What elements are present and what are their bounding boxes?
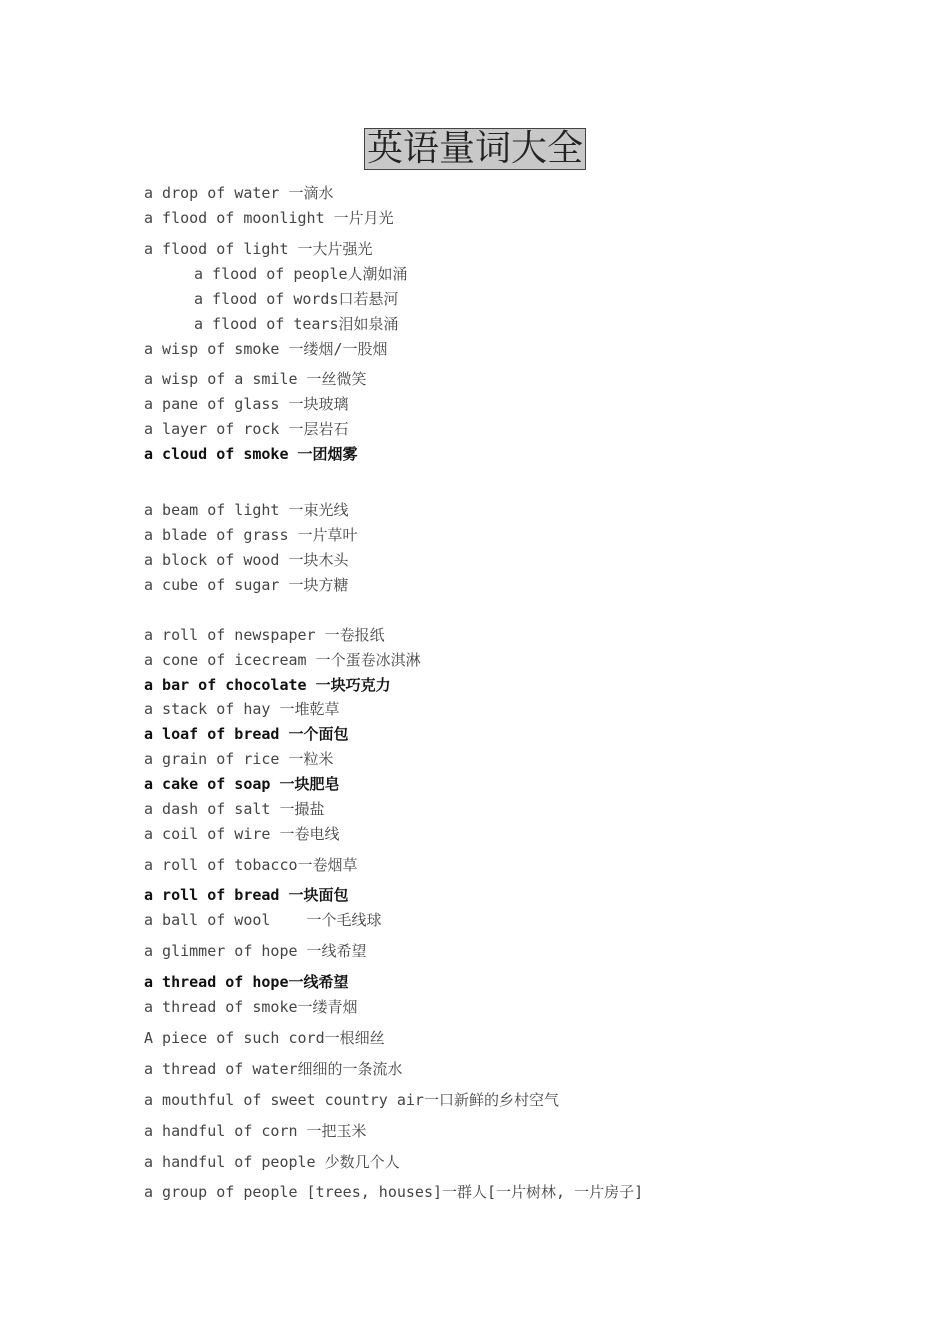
list-item: a coil of wire 一卷电线 bbox=[144, 825, 340, 843]
list-item: a cube of sugar 一块方糖 bbox=[144, 576, 349, 594]
list-item: a roll of bread 一块面包 bbox=[144, 886, 349, 904]
list-item: a grain of rice 一粒米 bbox=[144, 750, 334, 768]
list-item: a bar of chocolate 一块巧克力 bbox=[144, 676, 391, 694]
list-item: a cloud of smoke 一团烟雾 bbox=[144, 445, 358, 463]
title-container bbox=[0, 128, 950, 170]
list-item: a drop of water 一滴水 bbox=[144, 184, 334, 202]
list-item: A piece of such cord一根细丝 bbox=[144, 1029, 385, 1047]
list-item: a stack of hay 一堆乾草 bbox=[144, 700, 340, 718]
list-item: a handful of corn 一把玉米 bbox=[144, 1122, 367, 1140]
list-item: a block of wood 一块木头 bbox=[144, 551, 349, 569]
list-item: a flood of words口若悬河 bbox=[194, 290, 399, 308]
list-item: a flood of moonlight 一片月光 bbox=[144, 209, 394, 227]
list-item: a mouthful of sweet country air一口新鲜的乡村空气 bbox=[144, 1091, 559, 1109]
list-item: a ball of wool 一个毛线球 bbox=[144, 911, 382, 929]
list-item: a glimmer of hope 一线希望 bbox=[144, 942, 367, 960]
list-item: a thread of water细细的一条流水 bbox=[144, 1060, 403, 1078]
list-item: a dash of salt 一撮盐 bbox=[144, 800, 325, 818]
list-item: a beam of light 一束光线 bbox=[144, 501, 349, 519]
list-item: a flood of light 一大片强光 bbox=[144, 240, 373, 258]
list-item: a flood of people人潮如涌 bbox=[194, 265, 408, 283]
list-item: a wisp of smoke 一缕烟/一股烟 bbox=[144, 340, 388, 358]
list-item: a loaf of bread 一个面包 bbox=[144, 725, 349, 743]
list-item: a cone of icecream 一个蛋卷冰淇淋 bbox=[144, 651, 421, 669]
list-item: a roll of tobacco一卷烟草 bbox=[144, 856, 358, 874]
list-item: a pane of glass 一块玻璃 bbox=[144, 395, 349, 413]
list-item: a flood of tears泪如泉涌 bbox=[194, 315, 399, 333]
list-item: a group of people [trees, houses]一群人[一片树林, 一片房子] bbox=[144, 1183, 644, 1201]
list-item: a wisp of a smile 一丝微笑 bbox=[144, 370, 367, 388]
list-item: a roll of newspaper 一卷报纸 bbox=[144, 626, 385, 644]
list-item: a thread of smoke一缕青烟 bbox=[144, 998, 358, 1016]
list-item: a handful of people 少数几个人 bbox=[144, 1153, 400, 1171]
list-item: a blade of grass 一片草叶 bbox=[144, 526, 358, 544]
list-item: a cake of soap 一块肥皂 bbox=[144, 775, 340, 793]
list-item: a layer of rock 一层岩石 bbox=[144, 420, 349, 438]
list-item: a thread of hope一线希望 bbox=[144, 973, 349, 991]
page-title: 英语量词大全 bbox=[364, 128, 586, 170]
